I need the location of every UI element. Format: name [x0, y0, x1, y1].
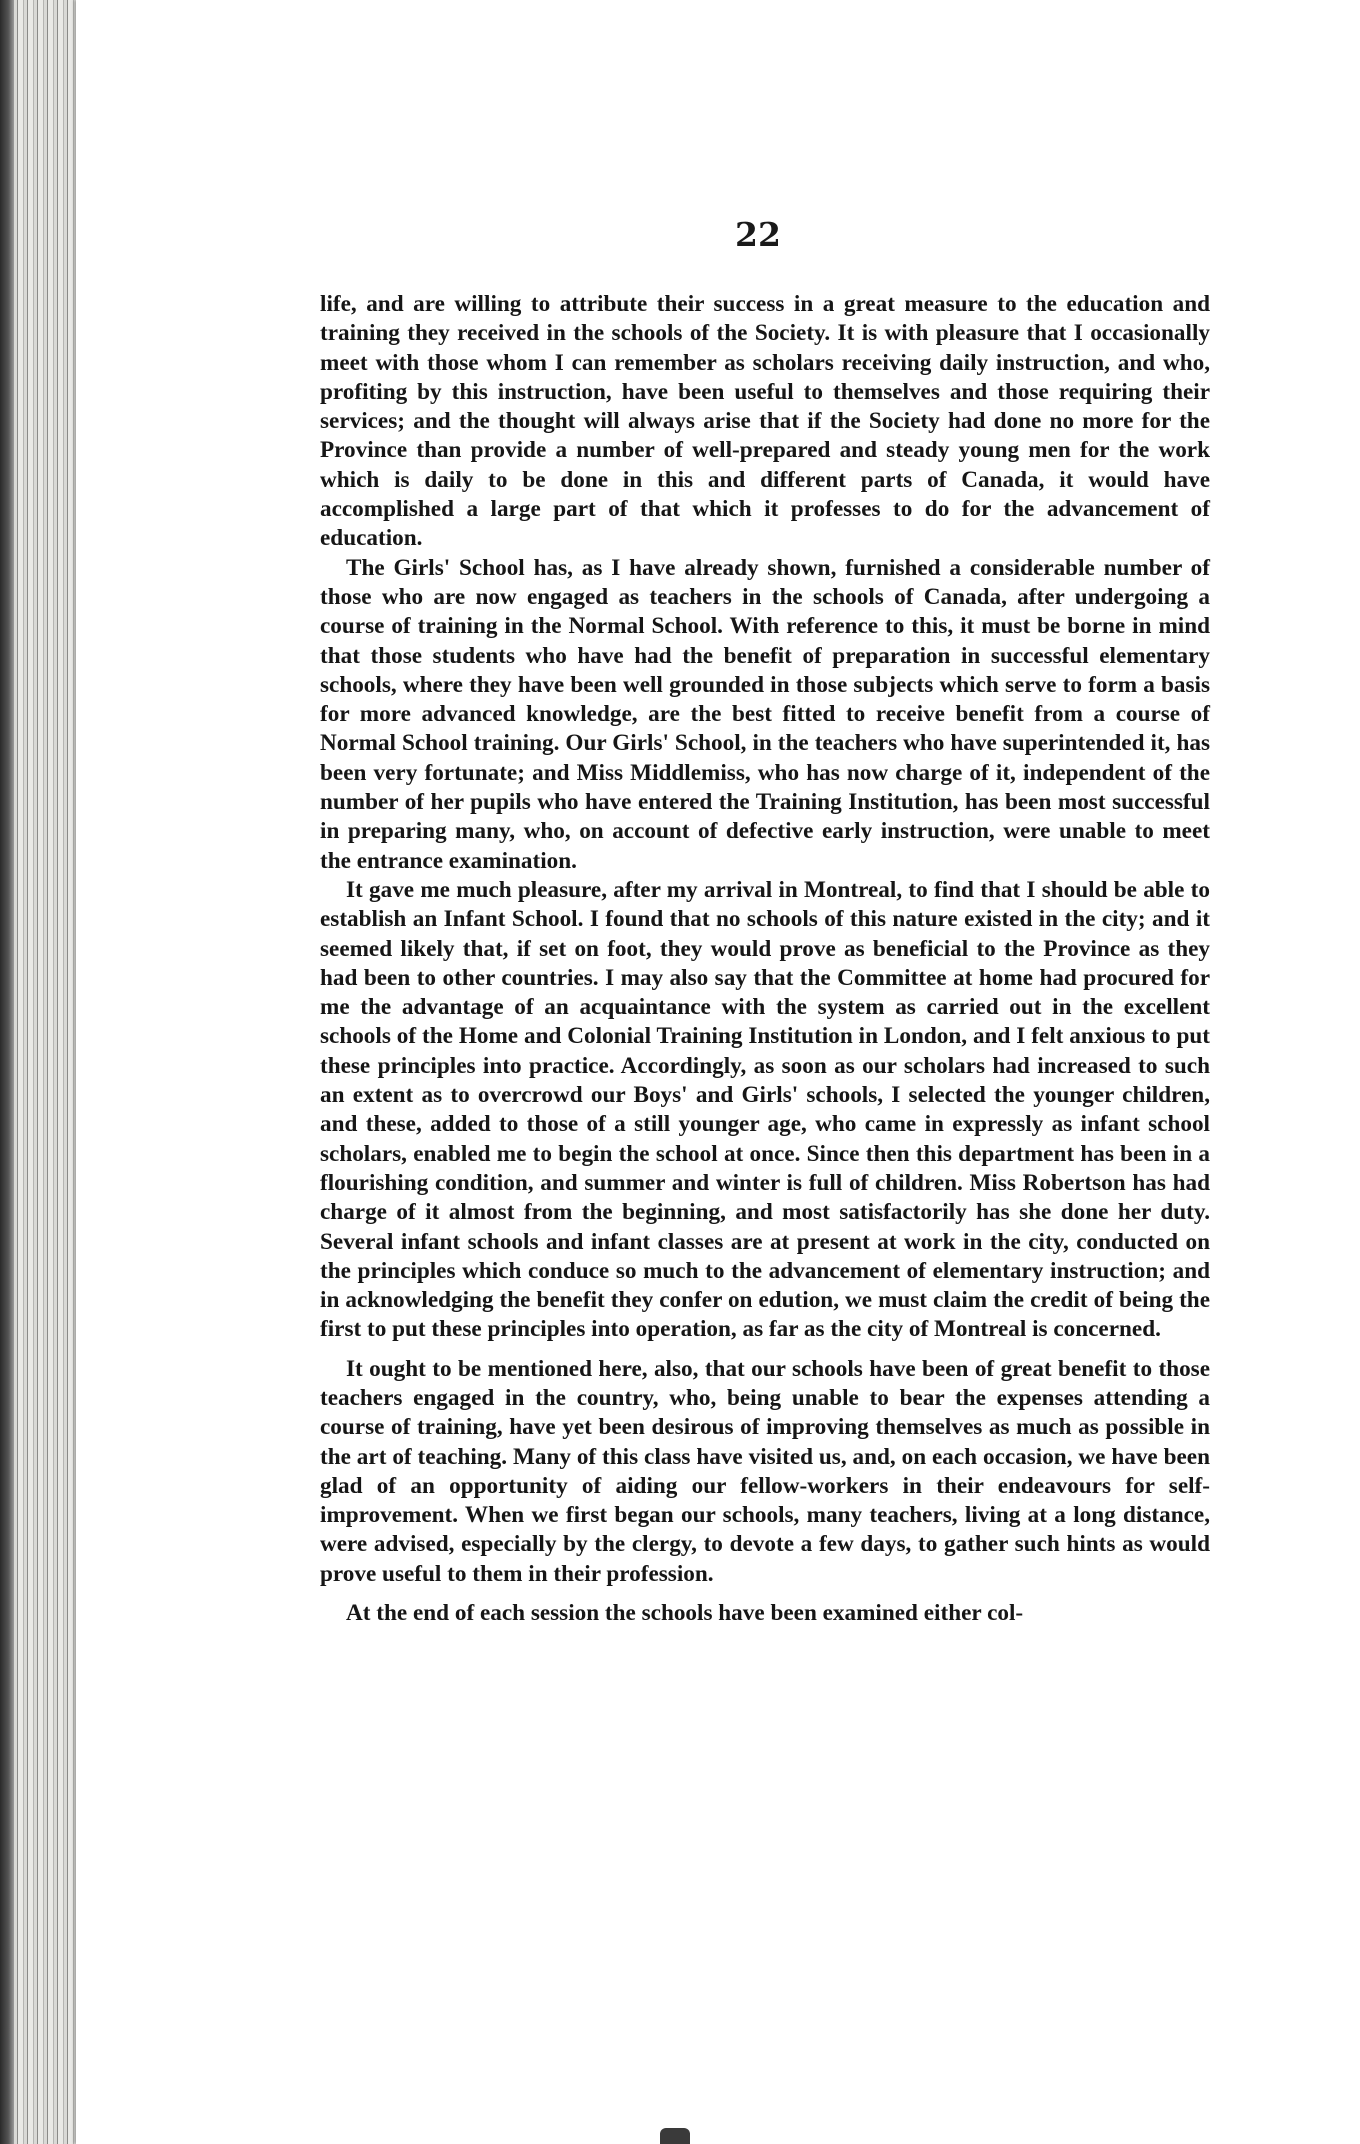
book-binding-edge — [0, 0, 14, 2144]
paragraph-4: It ought to be mentioned here, also, that our schools have been of great benefit to those teachers engaged in the country, who, being unable to bear the expenses attending a course of training, have yet been desirous of improving themselves as much as possible in the art of teaching. Many of this class have visited us, and, on each occasion, we have been glad of an opportunity of aiding our fellow-workers in their endeavours for self-improvement. When we first began our schools, many teachers, living at a long distance, were advised, especially by the clergy, to devote a few days, to gather such hints as would prove useful to them in their profession. — [320, 1355, 1210, 1587]
page-number: 22 — [735, 215, 781, 254]
paragraph-5: At the end of each session the schools have been examined either col- — [346, 1600, 1024, 1627]
scan-clip-mark — [660, 2128, 690, 2144]
paragraph-2: The Girls' School has, as I have already shown, furnished a considerable number of those who are now engaged as teachers in the schools of Canada, after undergoing a course of training in the Normal School. With reference to this, it must be borne in mind that those students who have had the benefit of preparation in successful elementary schools, where they have been well grounded in those subjects which serve to form a basis for more advanced knowledge, are the best fitted to receive benefit from a course of Normal School training. Our Girls' School, in the teachers who have superintended it, has been very fortunate; and Miss Middlemiss, who has now charge of it, independent of the number of her pupils who have entered the Training Institution, has been most successful in preparing many, who, on account of defective early instruction, were unable to meet the entrance examination. — [320, 554, 1210, 874]
paragraph-1: life, and are willing to attribute their success in a great measure to the education and training they received in the schools of the Society. It is with pleasure that I occasionally meet with those whom I can remember as scholars receiving daily instruction, and who, profiting by this instruction, have been useful to themselves and those requiring their services; and the thought will always arise that if the Society had done no more for the Province than provide a number of well-prepared and steady young men for the work which is daily to be done in this and different parts of Canada, it would have accomplished a large part of that which it professes to do for the advancement of education. — [320, 291, 1210, 552]
paragraph-3: It gave me much pleasure, after my arrival in Montreal, to find that I should be able to establish an Infant School. I found that no schools of this nature existed in the city; and it seemed likely that, if set on foot, they would prove as beneficial to the Province as they had been to other countries. I may also say that the Committee at home had procured for me the advantage of an acquaintance with the system as carried out in the excellent schools of the Home and Colonial Training Institution in London, and I felt anxious to put these principles into practice. Accordingly, as soon as our scholars had increased to such an extent as to overcrowd our Boys' and Girls' schools, I selected the younger children, and these, added to those of a still younger age, who came in expressly as infant school scholars, enabled me to begin the school at once. Since then this department has been in a flourishing condition, and summer and winter is full of children. Miss Robertson has had charge of it almost from the beginning, and most satisfactorily has she done her duty. Several infant schools and infant classes are at present at work in the city, conducted on the principles which conduce so much to the advancement of elementary instruction; and in acknowledging the benefit they confer on edution, we must claim the credit of being the first to put these principles into operation, as far as the city of Montreal is concerned. — [320, 876, 1210, 1343]
page-body-text — [320, 290, 1210, 1628]
stacked-page-edges — [14, 0, 76, 2144]
